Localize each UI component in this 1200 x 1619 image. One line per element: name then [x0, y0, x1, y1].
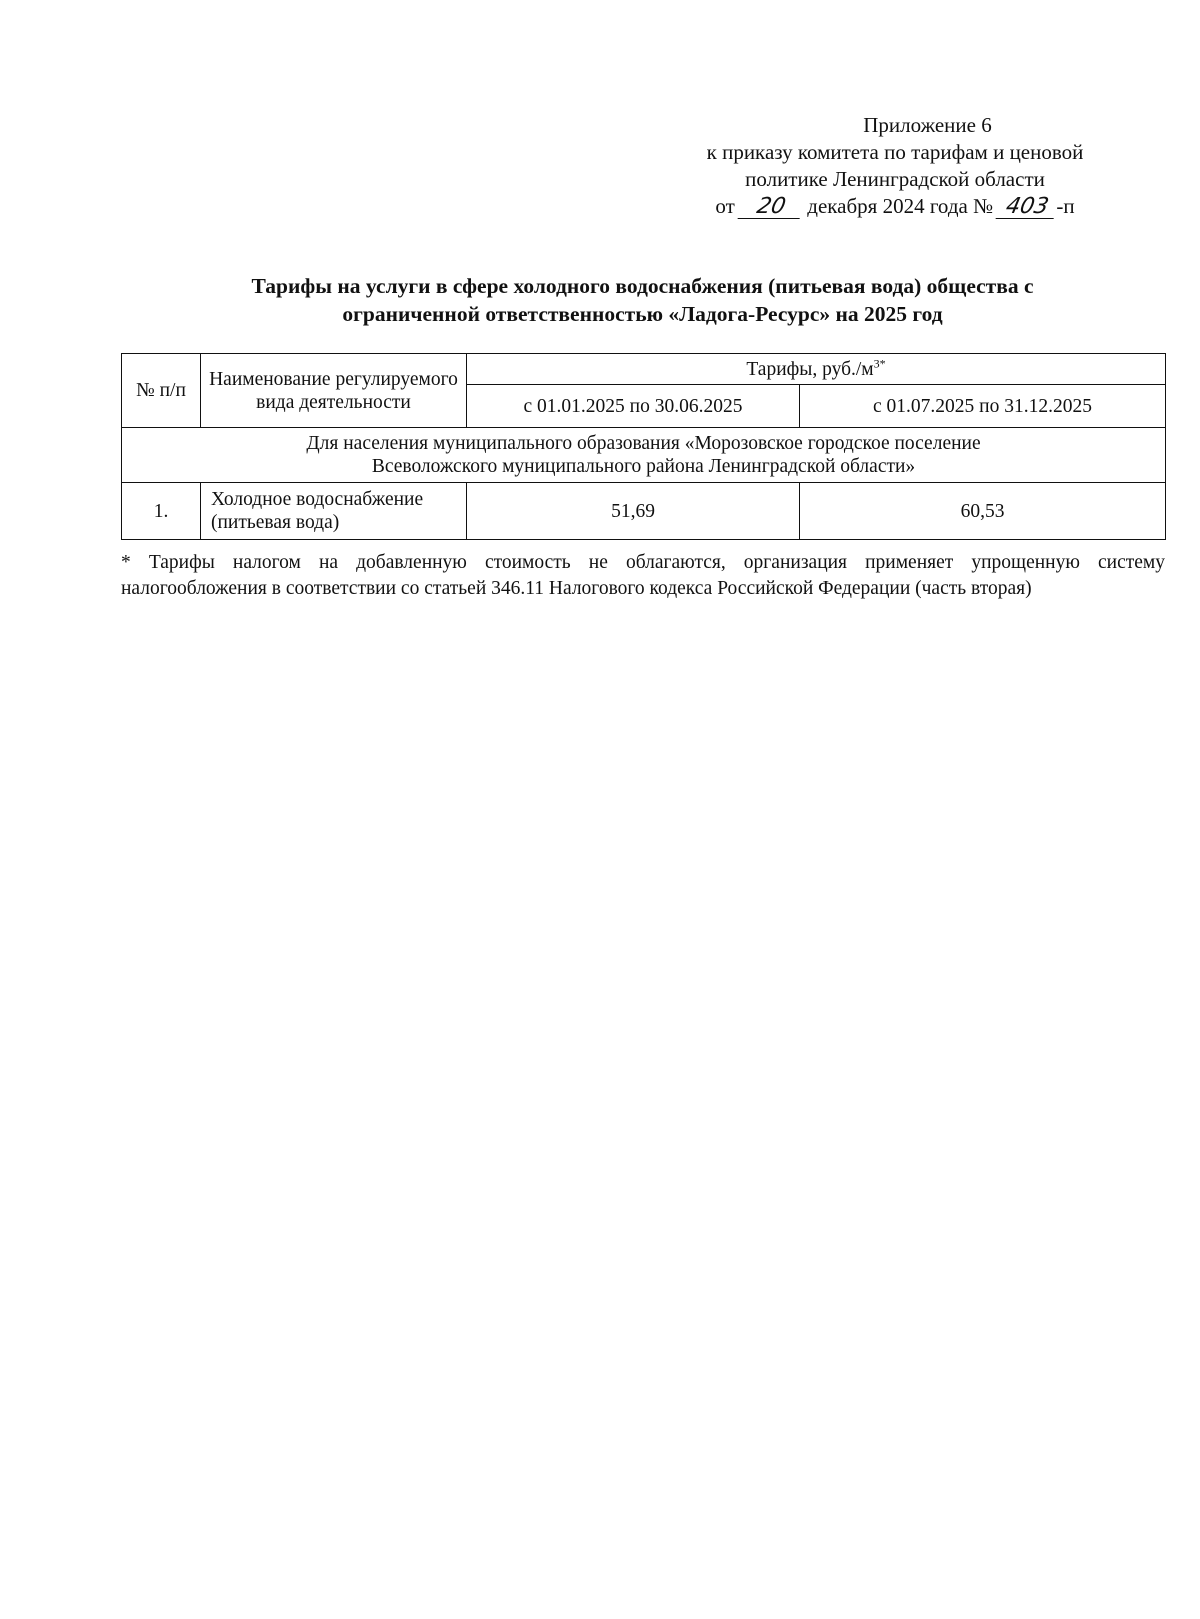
appendix-date-line	[640, 193, 1150, 220]
appendix-order-line: к приказу комитета по тарифам и ценовой	[706, 140, 1084, 164]
header-number: № п/п	[122, 354, 201, 428]
header-tariffs-text: Тарифы, руб./м	[746, 358, 874, 380]
appendix-title: Приложение 6	[863, 113, 992, 137]
header-period-2: с 01.07.2025 по 31.12.2025	[800, 385, 1166, 428]
group-label	[122, 428, 1166, 483]
document-title-line-2: ограниченной ответственностью «Ладога-Ресурс» на 2025 год	[342, 302, 943, 326]
group-label-line-1: Для населения муниципального образования «Морозовское городское поселение	[306, 433, 981, 454]
table-header-row-1	[122, 354, 1166, 385]
table-group-row	[122, 428, 1166, 483]
header-tariffs	[467, 354, 1166, 385]
date-middle: декабря 2024 года №	[807, 194, 994, 218]
row-number: 1.	[122, 483, 201, 540]
row-tariff-period-2: 60,53	[800, 483, 1166, 540]
document-title	[120, 272, 1165, 328]
row-tariff-period-1: 51,69	[467, 483, 800, 540]
row-activity: Холодное водоснабжение (питьевая вода)	[201, 483, 467, 540]
header-activity: Наименование регулируемого вида деятельности	[201, 354, 467, 428]
footnote: * Тарифы налогом на добавленную стоимость не облагаются, организация применяет упрощенную систему налогообложения в соответствии со статьей 346.11 Налогового кодекса Российской Федерации (часть вторая)	[121, 552, 1165, 599]
document-title-line-1: Тарифы на услуги в сфере холодного водоснабжения (питьевая вода) общества с	[251, 274, 1034, 298]
tariffs-table	[121, 353, 1166, 540]
date-prefix: от	[715, 194, 735, 218]
appendix-header	[640, 112, 1150, 220]
order-suffix: -п	[1056, 194, 1075, 218]
handwritten-order-number: 403	[996, 196, 1059, 219]
group-label-line-2: Всеволожского муниципального района Ленинградской области»	[371, 456, 916, 477]
header-tariffs-sup: 3*	[873, 356, 886, 370]
table-row	[122, 483, 1166, 540]
handwritten-day: 20	[738, 196, 805, 219]
appendix-committee-line: политике Ленинградской области	[745, 167, 1045, 191]
header-period-1: с 01.01.2025 по 30.06.2025	[467, 385, 800, 428]
